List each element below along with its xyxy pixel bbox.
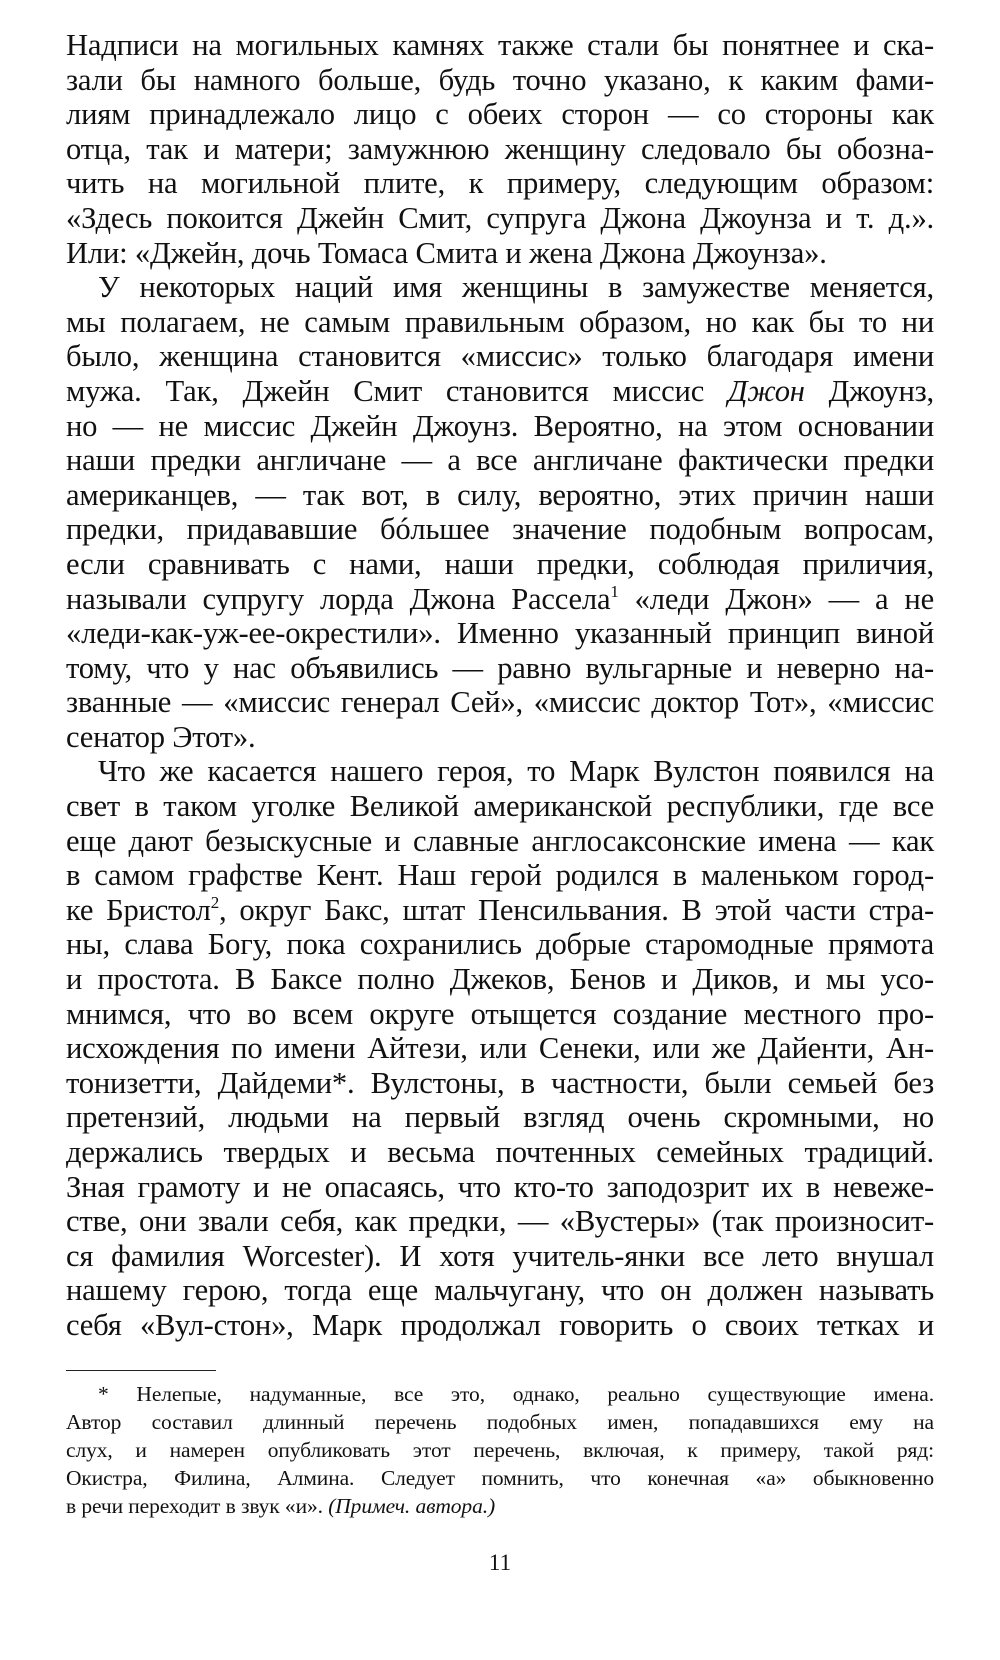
text-line: и простота. В Баксе полно Джеков, Бенов и Диков, и мы усо- (66, 962, 934, 997)
text-line: сенатор Этот». (66, 719, 256, 754)
page-body (66, 28, 934, 1343)
text-line: в самом графстве Кент. Наш герой родился в маленьком город- (66, 858, 934, 893)
text-line: У некоторых наций имя женщины в замужестве меняется, (98, 270, 934, 305)
text-line (66, 374, 934, 409)
text-line: Или: «Джейн, дочь Томаса Смита и жена Джона Джоунза». (66, 235, 827, 270)
text-line: наши предки англичане — а все англичане фактически предки (66, 443, 934, 478)
italic-name: Джон (727, 373, 805, 408)
text-line: претензий, людьми на первый взгляд очень скромными, но (66, 1100, 934, 1135)
text-line: предки, придававшие бóльшее значение подобным вопросам, (66, 512, 934, 547)
text-line: было, женщина становится «миссис» только благодаря имени (66, 339, 934, 374)
text-line: Что же касается нашего героя, то Марк Вулстон появился на (98, 754, 934, 789)
footnote-reference: 1 (610, 581, 619, 601)
text-line: исхождения по имени Айтези, или Сенеки, или же Дайенти, Ан- (66, 1031, 934, 1066)
text-segment: в речи переходит в звук «и». (66, 1494, 329, 1518)
text-segment: «леди Джон» — а не (618, 581, 934, 616)
text-line: но — не миссис Джейн Джоунз. Вероятно, на этом основании (66, 408, 934, 443)
text-line: ся фамилия Worcester). И хотя учитель-янки все лето внушал (66, 1238, 934, 1273)
text-line: мы полагаем, не самым правильным образом, но как бы то ни (66, 304, 934, 339)
text-line: себя «Вул-стон», Марк продолжал говорить о своих тетках и (66, 1307, 934, 1342)
footnote-line: * Нелепые, надуманные, все это, однако, реально существующие имена. (98, 1382, 934, 1406)
footnote-line (66, 1492, 934, 1520)
text-segment: Джоунз, (804, 373, 934, 408)
paragraph-1 (66, 28, 934, 270)
footnote-line: слух, и намерен опубликовать этот перечень, включая, к примеру, такой ряд: (66, 1438, 934, 1462)
text-line: званные — «миссис генерал Сей», «миссис доктор Тот», «миссис (66, 685, 934, 720)
text-line: зали бы намного больше, будь точно указано, к каким фами- (66, 62, 934, 97)
footnote-line: Автор составил длинный перечень подобных имен, попадавшихся ему на (66, 1410, 934, 1434)
text-line: Зная грамоту и не опасаясь, что кто-то заподозрит их в невеже- (66, 1169, 934, 1204)
text-segment: называли супругу лорда Джона Рассела (66, 581, 611, 616)
text-line: «леди-как-уж-ее-окрестили». Именно указанный принцип виной (66, 616, 934, 651)
text-line: Надписи на могильных камнях также стали бы понятнее и ска- (66, 28, 934, 62)
text-line: американцев, — так вот, в силу, вероятно, этих причин наши (66, 477, 934, 512)
paragraph-2 (66, 270, 934, 754)
footnote-reference: 2 (210, 892, 220, 912)
text-line (66, 582, 934, 617)
text-line: нашему герою, тогда еще мальчугану, что он должен называть (66, 1273, 934, 1308)
text-line: стве, они звали себя, как предки, — «Вустеры» (так произносит- (66, 1204, 934, 1239)
text-line: мнимся, что во всем округе отыщется создание местного про- (66, 996, 934, 1031)
text-line: еще дают безыскусные и славные англосаксонские имена — как (66, 823, 934, 858)
text-segment: , округ Бакс, штат Пенсильвания. В этой части стра- (219, 892, 934, 927)
text-line: отца, так и матери; замужнюю женщину следовало бы обозна- (66, 131, 934, 166)
text-segment: ке Бристол (66, 892, 211, 927)
text-line: лиям принадлежало лицо с обеих сторон — со стороны как (66, 97, 934, 132)
text-line: тонизетти, Дайдеми*. Вулстоны, в частности, были семьей без (66, 1065, 934, 1100)
footnote-divider (66, 1370, 216, 1371)
footnote (66, 1380, 934, 1520)
text-line: ны, слава Богу, пока сохранились добрые старомодные прямота (66, 927, 934, 962)
paragraph-3 (66, 754, 934, 1342)
text-line: держались твердых и весьма почтенных семейных традиций. (66, 1135, 934, 1169)
text-line: «Здесь покоится Джейн Смит, супруга Джона Джоунза и т. д.». (66, 200, 934, 235)
text-line: свет в таком уголке Великой американской республики, где все (66, 789, 934, 824)
text-segment: мужа. Так, Джейн Смит становится миссис (66, 373, 728, 408)
text-line: чить на могильной плите, к примеру, следующим образом: (66, 166, 934, 201)
text-line: тому, что у нас объявились — равно вульгарные и неверно на- (66, 650, 934, 685)
text-line (66, 893, 934, 928)
footnote-attribution: (Примеч. автора.) (328, 1494, 496, 1518)
page-number: 11 (488, 1550, 512, 1575)
footnote-line: Окистра, Филина, Алмина. Следует помнить, что конечная «а» обыкновенно (66, 1466, 934, 1490)
text-line: если сравнивать с нами, наши предки, соблюдая приличия, (66, 546, 934, 581)
